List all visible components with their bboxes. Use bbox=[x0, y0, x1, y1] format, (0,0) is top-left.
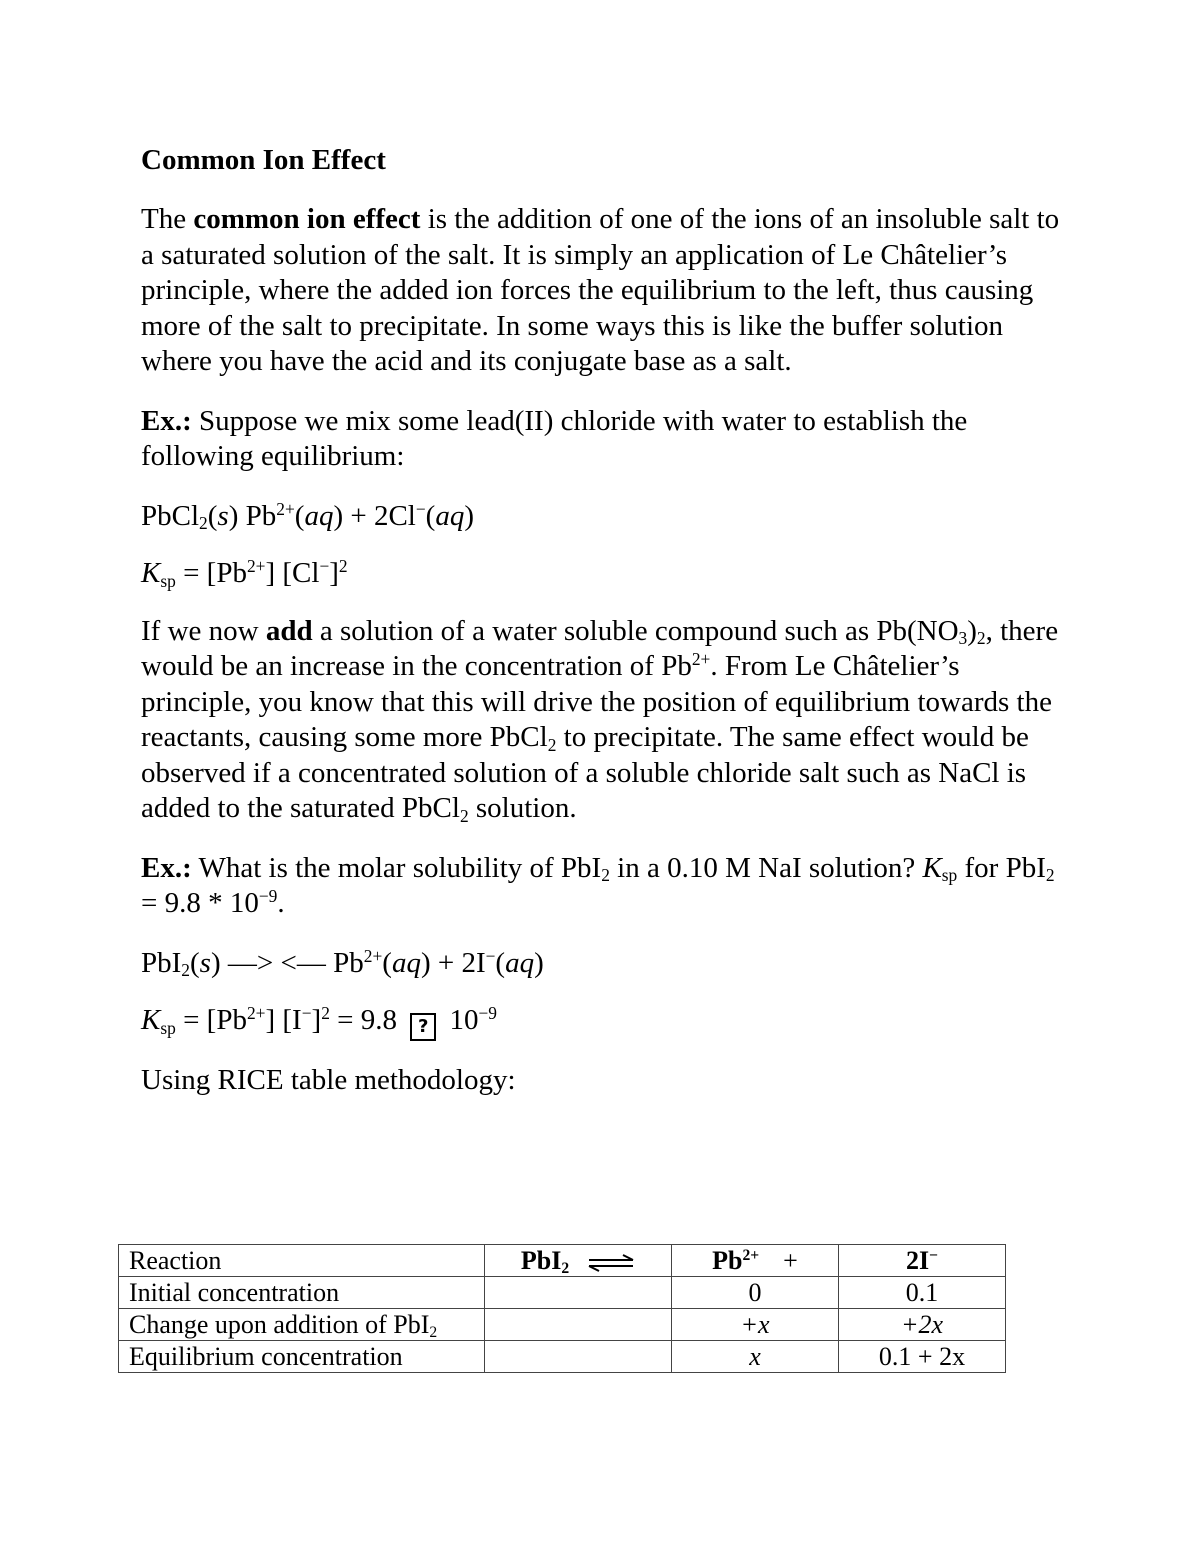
table-row bbox=[119, 1309, 1006, 1341]
cell-pb-initial: 0 bbox=[672, 1277, 839, 1309]
cell-empty bbox=[485, 1341, 672, 1373]
equation-pbi2: PbI$_2$(s) —> <— $Pb^{2+}(aq) + 2I^-(aq)$ bbox=[141, 945, 544, 981]
table-row bbox=[119, 1245, 1006, 1277]
header-pb2plus: $Pb^{2+}$ + bbox=[672, 1245, 839, 1277]
row-label: Initial concentration bbox=[119, 1277, 485, 1309]
cell-empty bbox=[485, 1309, 672, 1341]
example-1: Ex.: Suppose we mix some lead(II) chloride with water to establish the following equilibrium: bbox=[141, 404, 968, 472]
cell-empty bbox=[485, 1277, 672, 1309]
example-2: Ex.: What is the molar solubility of PbI$_2$ in a 0.10 M NaI solution? $K_{sp}$ for $PbI_2 = 9.8 * 10^{-9}$. bbox=[141, 851, 1055, 919]
missing-glyph-icon: ? bbox=[410, 1013, 436, 1041]
row-label: Change upon addition of PbI$_2$ bbox=[119, 1309, 485, 1341]
equilibrium-arrow-icon bbox=[587, 1254, 635, 1272]
cell-pb-change: +x bbox=[672, 1309, 839, 1341]
header-pbi2: PbI$_2$ bbox=[485, 1245, 672, 1277]
header-2i: 2I− bbox=[839, 1245, 1006, 1277]
add-ion-paragraph: If we now add a solution of a water soluble compound such as $Pb(NO_3)_2$, there would be an increase in the concentration of $Pb^{2+}$. From Le Châtelier’s principle, you know that this will drive the position of equilibrium towards the reactants, causing some more PbCl$_2$ to precipitate. The same effect would be observed if a concentrated solution of a soluble chloride salt such as NaCl is added to the saturated PbCl$_2$ solution. bbox=[141, 614, 1059, 826]
ksp-expression-pbcl2: $K_{sp} = [Pb^{2+}]$ $[Cl^-]^2$ bbox=[141, 556, 348, 591]
table-row bbox=[119, 1277, 1006, 1309]
ksp-expression-pbi2: $K_{sp} = [Pb^{2+}] [I^-]^2 = 9.8$ ? $10^{-9}$ bbox=[141, 1003, 1071, 1041]
table-row bbox=[119, 1341, 1006, 1373]
cell-i-initial: 0.1 bbox=[839, 1277, 1006, 1309]
cell-i-change: +2x bbox=[839, 1309, 1006, 1341]
cell-i-eq: 0.1 + 2x bbox=[839, 1341, 1006, 1373]
rice-intro: Using RICE table methodology: bbox=[141, 1064, 516, 1096]
rice-table bbox=[118, 1244, 1006, 1373]
page-title: Common Ion Effect bbox=[141, 144, 386, 176]
cell-pb-eq: x bbox=[672, 1341, 839, 1373]
term-common-ion-effect: common ion effect bbox=[193, 203, 421, 235]
intro-paragraph: The common ion effect is the addition of one of the ions of an insoluble salt to a saturated solution of the salt. It is simply an application of Le Châtelier’s principle, where the added ion forces the equilibrium to the left, thus causing more of the salt to precipitate. In some ways this is like the buffer solution where you have the acid and its conjugate base as a salt. bbox=[141, 203, 1060, 377]
row-label: Reaction bbox=[119, 1245, 485, 1277]
equation-pbcl2: PbCl$_2$(s) $Pb^{2+}(aq) + 2Cl^-(aq)$ bbox=[141, 498, 475, 534]
row-label: Equilibrium concentration bbox=[119, 1341, 485, 1373]
document-body bbox=[141, 140, 1071, 1123]
